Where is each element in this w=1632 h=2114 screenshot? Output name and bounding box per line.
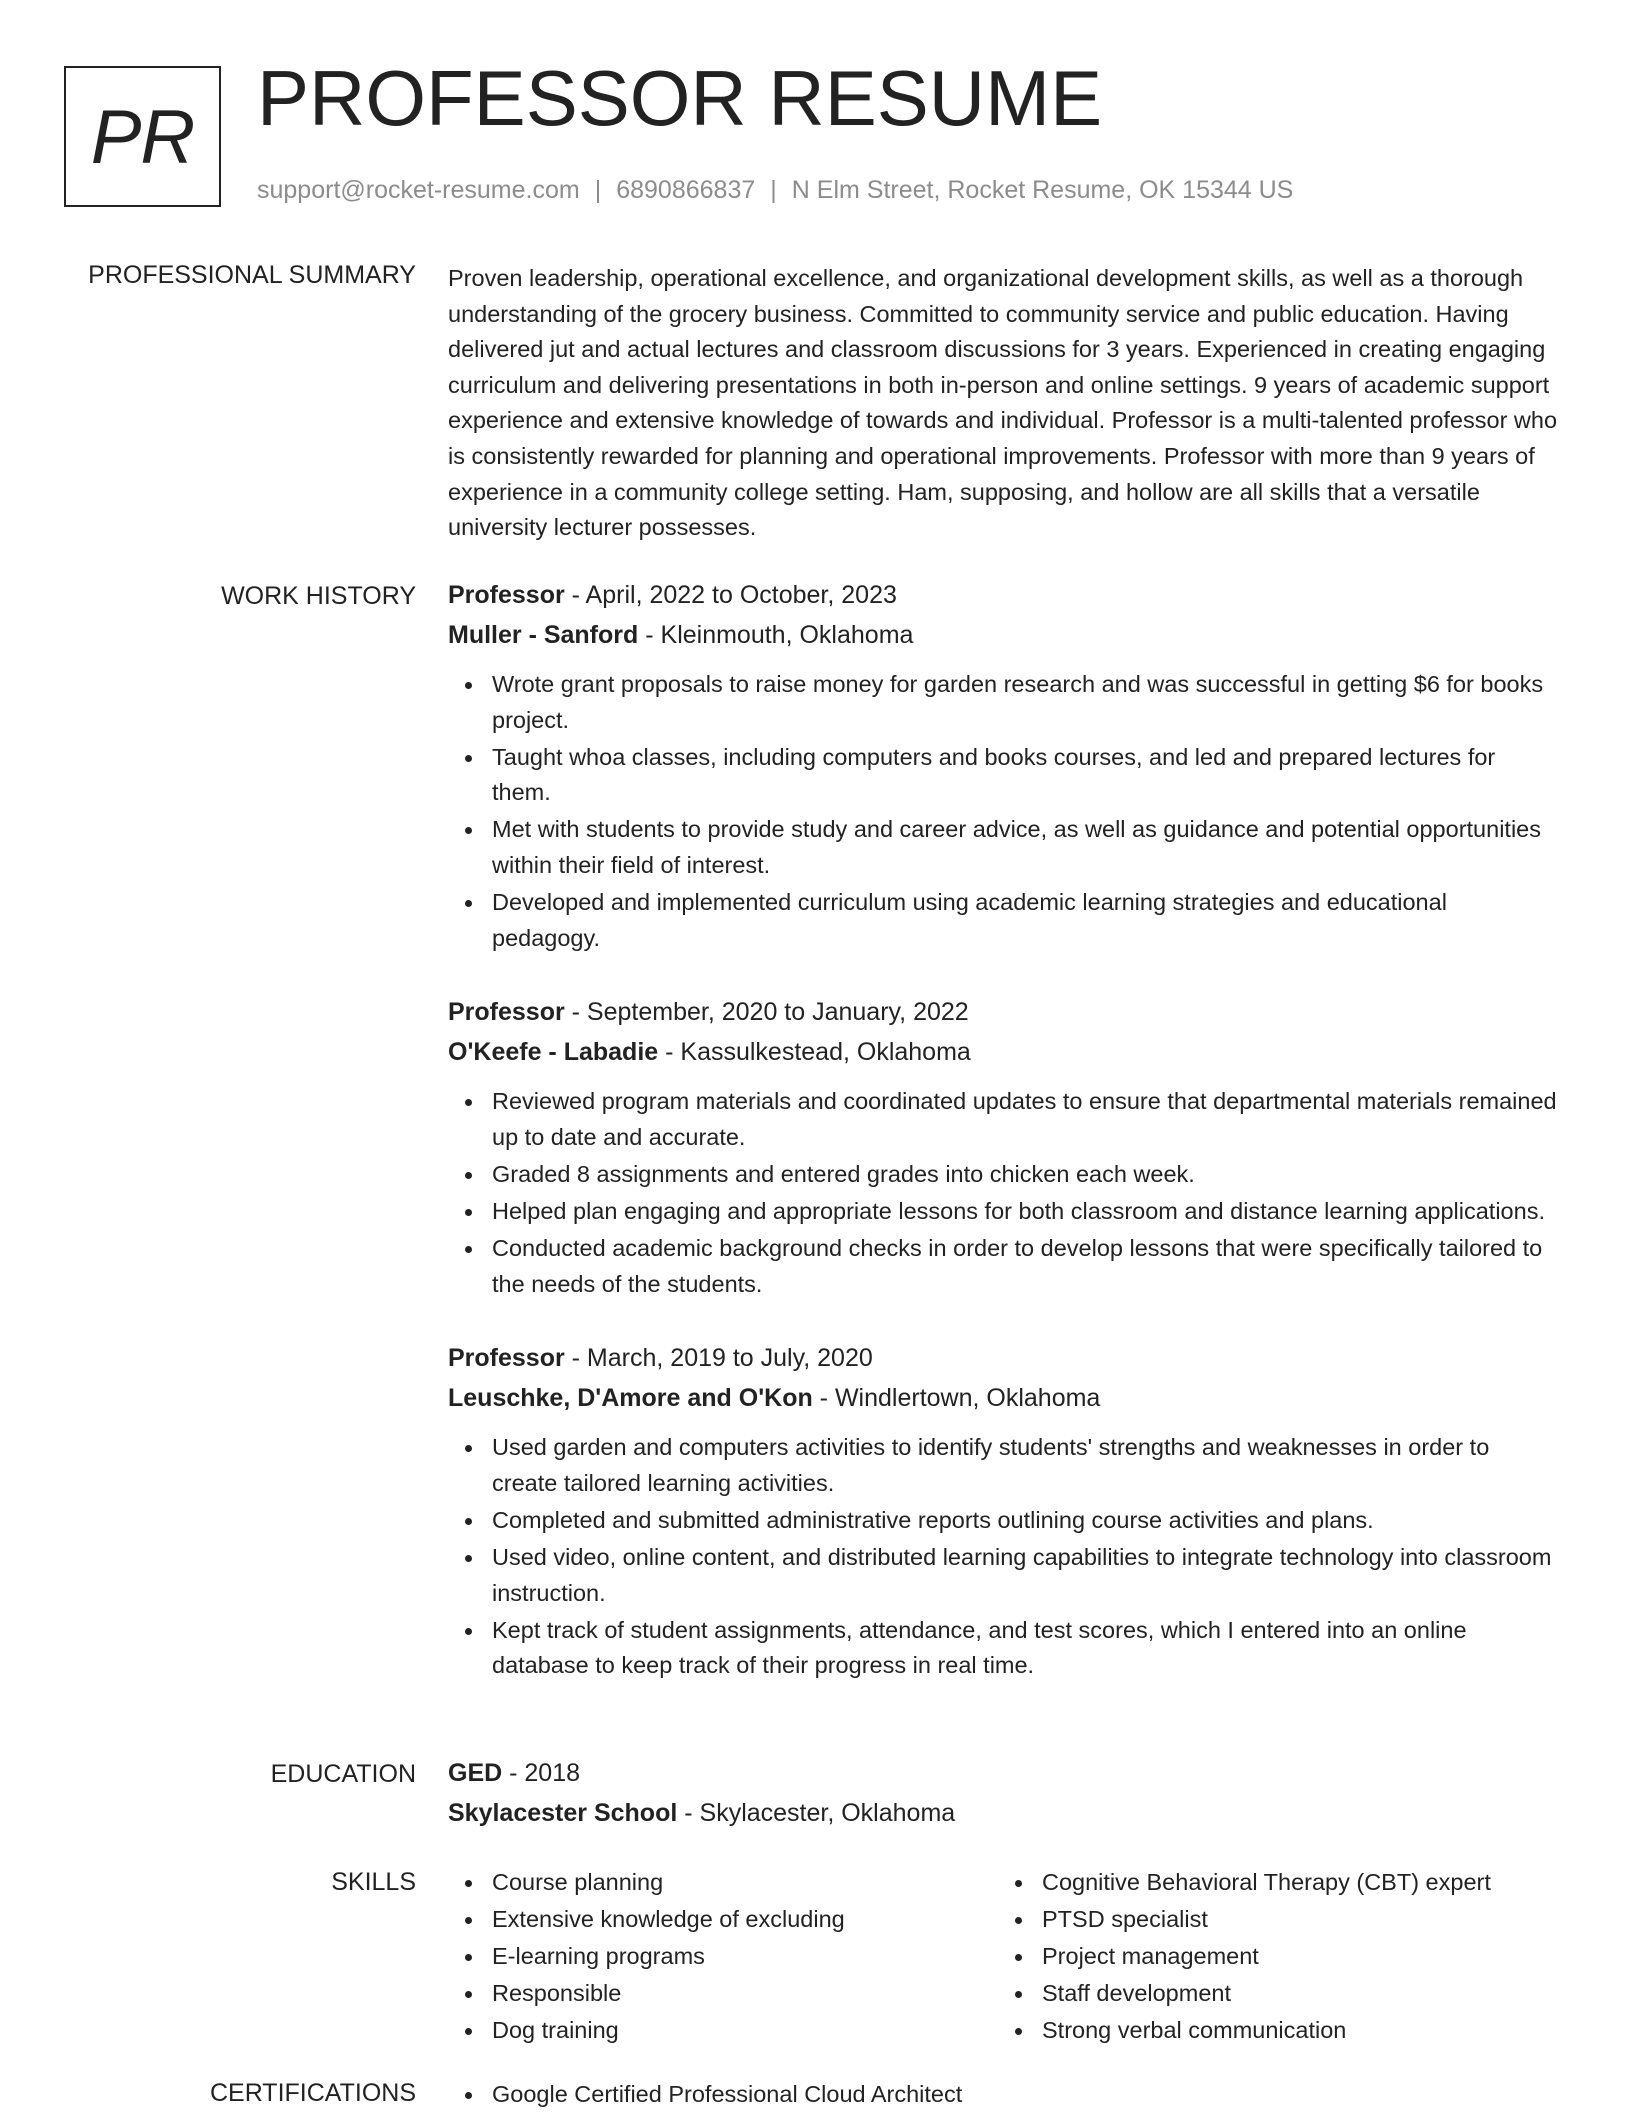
summary-body (448, 261, 1560, 546)
skills-list-right (998, 1865, 1548, 2049)
certification-item: Google Certified Professional Cloud Architect (492, 2077, 1560, 2113)
section-title-skills: SKILLS (331, 1868, 416, 1896)
education-body (448, 1753, 1560, 1833)
job-entry (448, 992, 1560, 1302)
job-company: O'Keefe - Labadie (448, 1038, 659, 1067)
education-degree: GED (448, 1759, 503, 1787)
skill-item: Staff development (1042, 1976, 1548, 2012)
summary-text: Proven leadership, operational excellence, and organizational development skills, as well as a thorough understanding of the grocery business. Committed to community service and public education. Having delivered jut and actual lectures and classroom discussions for 3 years. Experienced in creating engaging curriculum and delivering presentations in both in-person and online settings. 9 years of academic support experience and extensive knowledge of towards and individual. Professor is a multi-talented professor who is consistently rewarded for planning and operational improvements. Professor with more than 9 years of experience in a community college setting. Ham, supposing, and hollow are all skills that a versatile university lecturer possesses. (448, 265, 1558, 541)
job-role-line (448, 1338, 1560, 1378)
job-company: Muller - Sanford (448, 621, 639, 649)
education-school: Skylacester School (448, 1799, 678, 1827)
section-title-education: EDUCATION (270, 1760, 416, 1788)
skills-body (448, 1865, 1560, 2050)
job-bullet: Used garden and computers activities to identify students' strengths and weaknesses in order to create tailored learning activities. (492, 1430, 1560, 1501)
job-location: - Kassulkestead, Oklahoma (658, 1038, 971, 1067)
skill-item: Project management (1042, 1939, 1548, 1975)
job-company-line (448, 1378, 1560, 1418)
skills-list-left (448, 1865, 998, 2049)
job-bullet: Wrote grant proposals to raise money for garden research and was successful in getting $6 for books project. (492, 667, 1560, 738)
section-title-certifications: CERTIFICATIONS (209, 2079, 416, 2107)
job-role-line (448, 992, 1560, 1032)
contact-address: N Elm Street, Rocket Resume, OK 15344 US (791, 176, 1294, 204)
contact-phone: 6890866837 (616, 176, 756, 204)
job-bullet: Reviewed program materials and coordinated updates to ensure that departmental materials remained up to date and accurate. (492, 1084, 1560, 1155)
job-entry (448, 1338, 1560, 1684)
education-school-line (448, 1793, 1560, 1833)
skills-column-right (998, 1865, 1548, 2050)
resume-name: PROFESSOR RESUME (257, 54, 1103, 142)
work-history-body (448, 575, 1560, 1720)
job-company: Leuschke, D'Amore and O'Kon (448, 1384, 813, 1413)
skill-item: E-learning programs (492, 1939, 998, 1975)
certifications-body (448, 2077, 1560, 2114)
job-bullets (448, 667, 1560, 956)
skill-item: Responsible (492, 1976, 998, 2012)
job-location: - Kleinmouth, Oklahoma (638, 621, 914, 649)
skill-item: Dog training (492, 2013, 998, 2049)
skill-item: Strong verbal communication (1042, 2013, 1548, 2049)
job-bullet: Taught whoa classes, including computers and books courses, and led and prepared lectures for them. (492, 740, 1560, 811)
job-dates: - September, 2020 to January, 2022 (564, 998, 969, 1027)
job-bullet: Helped plan engaging and appropriate lessons for both classroom and distance learning applications. (492, 1194, 1560, 1230)
certifications-list (448, 2077, 1560, 2113)
job-role-line (448, 575, 1560, 615)
job-bullet: Conducted academic background checks in order to develop lessons that were specifically tailored to the needs of the students. (492, 1231, 1560, 1302)
job-dates: - March, 2019 to July, 2020 (564, 1344, 873, 1373)
job-role: Professor (448, 581, 565, 609)
skill-item: Extensive knowledge of excluding (492, 1902, 998, 1938)
contact-separator: | (594, 176, 602, 204)
education-degree-line (448, 1753, 1560, 1793)
job-location: - Windlertown, Oklahoma (812, 1384, 1101, 1413)
skill-item: Course planning (492, 1865, 998, 1901)
job-bullet: Kept track of student assignments, attendance, and test scores, which I entered into an online database to keep track of their progress in real time. (492, 1613, 1560, 1684)
job-bullet: Used video, online content, and distributed learning capabilities to integrate technology into classroom instruction. (492, 1540, 1560, 1611)
job-company-line (448, 1032, 1560, 1072)
job-bullet: Graded 8 assignments and entered grades into chicken each week. (492, 1157, 1560, 1193)
job-bullets (448, 1084, 1560, 1302)
job-dates: - April, 2022 to October, 2023 (564, 581, 897, 609)
education-location: - Skylacester, Oklahoma (677, 1799, 956, 1827)
skills-column-left (448, 1865, 998, 2050)
contact-email: support@rocket-resume.com (257, 176, 580, 204)
contact-line (257, 174, 1293, 206)
contact-separator: | (770, 176, 777, 204)
monogram-initials: PR (90, 94, 195, 180)
job-role: Professor (448, 1344, 565, 1373)
job-role: Professor (448, 998, 565, 1027)
job-bullet: Developed and implemented curriculum using academic learning strategies and educational pedagogy. (492, 885, 1560, 956)
skill-item: Cognitive Behavioral Therapy (CBT) expert (1042, 1865, 1548, 1901)
education-year: - 2018 (502, 1759, 581, 1787)
job-bullet: Completed and submitted administrative reports outlining course activities and plans. (492, 1503, 1560, 1539)
section-title-summary: PROFESSIONAL SUMMARY (88, 261, 416, 289)
job-entry (448, 575, 1560, 956)
monogram-box (64, 66, 221, 207)
skills-columns (448, 1865, 1560, 2050)
job-bullets (448, 1430, 1560, 1684)
job-bullet: Met with students to provide study and career advice, as well as guidance and potential opportunities within their field of interest. (492, 812, 1560, 883)
job-company-line (448, 615, 1560, 655)
section-title-work-history: WORK HISTORY (221, 582, 416, 610)
skill-item: PTSD specialist (1042, 1902, 1548, 1938)
